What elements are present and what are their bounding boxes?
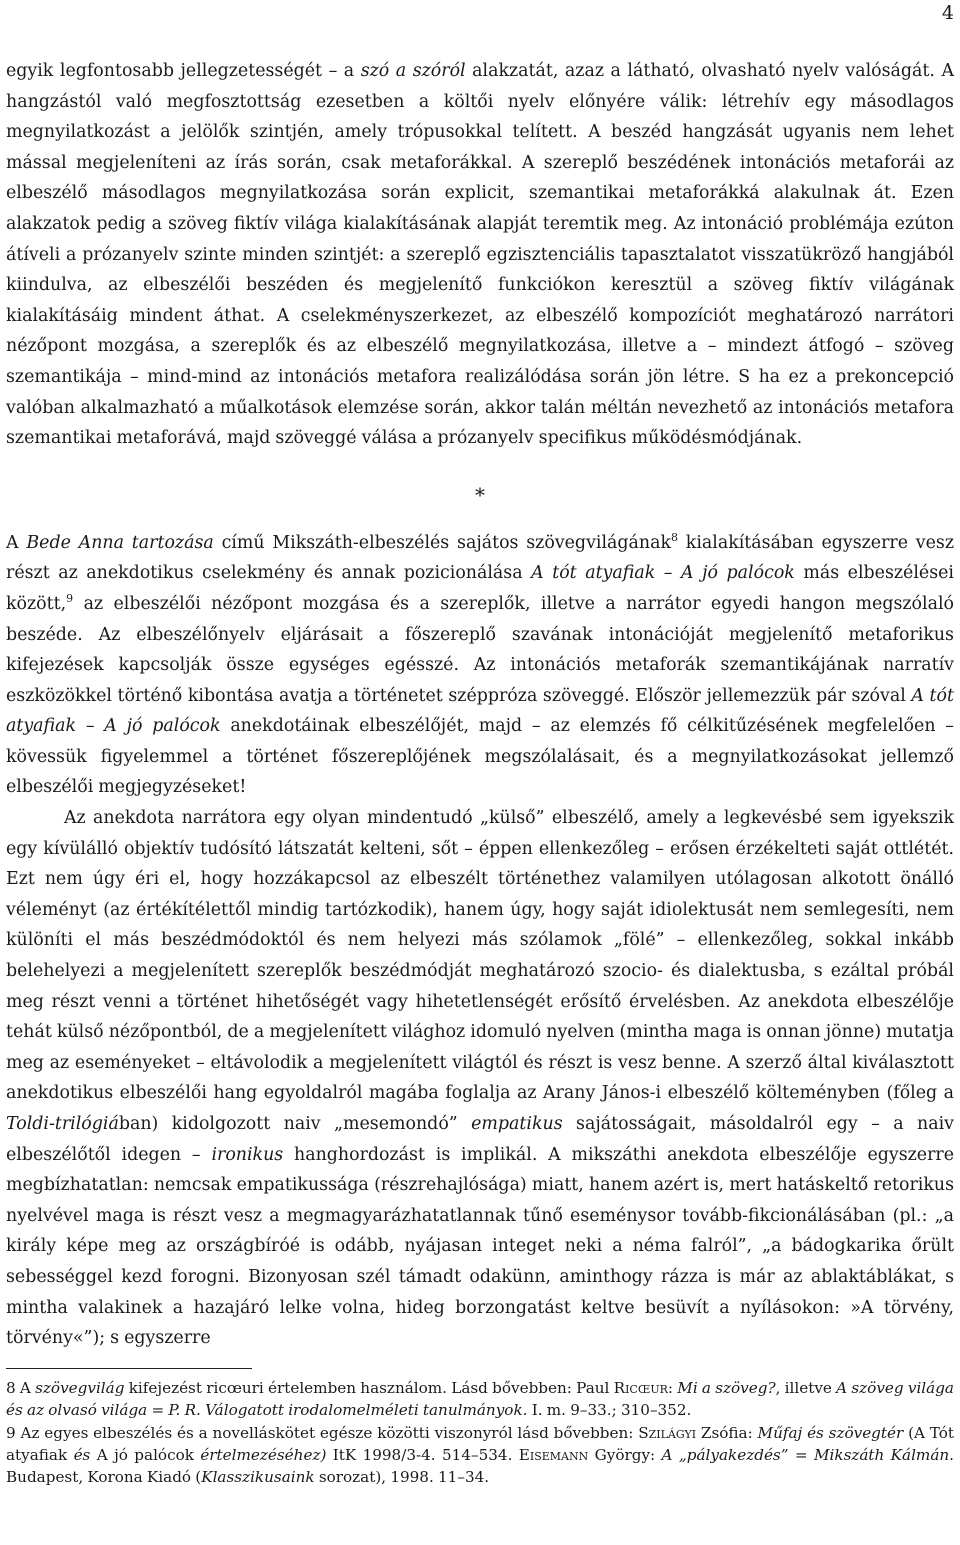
author-name: Eisemann: [518, 1445, 589, 1464]
text-run: György:: [588, 1445, 662, 1464]
text-run: A jó palócok: [90, 1445, 201, 1464]
italic-run: empatikus: [471, 1114, 563, 1134]
paragraph-narrator: [6, 803, 954, 1354]
text-run: kifejezést ricœuri értelemben használom. Lásd bővebben: Paul: [124, 1378, 614, 1397]
text-run: más elbeszélései között,: [6, 563, 954, 614]
italic-run: és: [73, 1445, 91, 1464]
paragraph-bede-anna: [6, 528, 954, 803]
text-run: –: [76, 716, 105, 737]
text-run: =: [147, 1401, 169, 1420]
text-run: az elbeszélői nézőpont mozgása és a szereplők, illetve a narrátor egyedi hangon megszólaló beszéde. Az elbeszélőnyelv eljárásait a főszereplő szavának intonációját megjelenítő metaforikus kifejezések kapcsolják össze egységes egésszé. Az intonációs metaforák szemantikájának narratív eszközökkel történő kibontása avatja a történetet széppróza szöveggé. Először jellemezzük pár szóval: [6, 593, 954, 706]
author-name: Szilágyi: [638, 1423, 697, 1442]
italic-run: A szöveg világa és az olvasó világa: [6, 1378, 954, 1420]
footnote-mark: 8: [6, 1378, 16, 1397]
text-run: I. m. 9–33.; 310–352.: [527, 1401, 692, 1420]
text-run: A: [15, 1378, 36, 1397]
footnote-ref-8[interactable]: 8: [671, 530, 678, 544]
italic-run: szövegvilág: [35, 1378, 125, 1397]
footnote-divider: [6, 1368, 252, 1369]
text-run: Az egyes elbeszélés és a novelláskötet egésze közötti viszonyról lásd bővebben:: [15, 1423, 639, 1442]
text-run: A: [6, 532, 27, 553]
text-run: :: [667, 1378, 678, 1397]
text-run: sorozat), 1998. 11–34.: [314, 1468, 490, 1487]
italic-run: Műfaj és szövegtér: [757, 1423, 904, 1442]
footnote-mark: 9: [6, 1423, 16, 1442]
footnote-9: [6, 1422, 954, 1489]
text-run: kialakításában egyszerre vesz részt az anekdotikus cselekmény és annak pozicionálása: [6, 532, 955, 584]
page-number: 4: [941, 2, 954, 24]
italic-run: Toldi-trilógiá: [6, 1114, 119, 1134]
footnote-ref-9[interactable]: 9: [66, 592, 74, 606]
italic-run: P. R. Válogatott irodalomelméleti tanulmányok.: [168, 1401, 528, 1420]
text-run: Budapest, Korona Kiadó (: [6, 1468, 202, 1487]
paragraph-intonation: [6, 56, 954, 454]
italic-run: A jó palócok: [681, 563, 795, 584]
italic-run: A jó palócok: [104, 716, 221, 737]
italic-run: A tót atyafiak: [531, 563, 656, 584]
text-run: Zsófia:: [696, 1423, 758, 1442]
text-run: –: [655, 563, 682, 584]
section-separator: *: [475, 482, 485, 507]
italic-run: A tót atyafiak: [6, 685, 954, 737]
italic-run: Klasszikusaink: [201, 1468, 315, 1487]
text-run: egyik legfontosabb jellegzetességét – a: [6, 61, 361, 81]
text-run: ban) kidolgozott naiv „mesemondó”: [118, 1114, 472, 1134]
text-run: alakzatát, azaz a látható, olvasható nyelv valóságát. A hangzástól való megfosztottság ezesetben a költői nyelv előnyére válik: létrehív egy másodlagos megnyilatkozást a jelölők szintjén, amely trópusokkal telített. A beszéd hangzását ugyanis nem lehet mással megjeleníteni az írás során, csak metaforákkal. A szereplő beszédének intonációs metaforái az elbeszélő másodlagos megnyilatkozása során explicit, szemantikai metaforákká alakulnak át. Ezen alakzatok pedig a szöveg fiktív világa kialakításának alapját teremtik meg. Az intonáció problémája ezúton átíveli a prózanyelv szinte minden szintjét: a szereplő egzisztenciális tapasztalatot visszatükröző hangjából kiindulva, az elbeszélői beszéden és megjelenítő funkciókon keresztül a szöveg fiktív világának kialakításáig mindent áthat. A cselekményszerkezet, az elbeszélő kompozíciót meghatározó narrátori nézőpont mozgása, a szereplők és az elbeszélő megnyilatkozása, illetve a – mindezt átfogó – szöveg szemantikája – mind-mind az intonációs metafora realizálódása során jön létre. S ha ez a prekoncepció valóban alkalmazható a műalkotások elemzése során, akkor talán méltán nevezhető az intonációs metafora szemantikai metaforává, majd szöveggé válása a prózanyelv specifikus működésmódjának.: [6, 61, 955, 449]
text-run: hanghordozást is implikál. A mikszáthi anekdota elbeszélője egyszerre megbízhatatlan: nemcsak empatikussága (részrehajlósága) miatt, hanem azért is, mert hatáskeltő retorikus nyelvével maga is részt vesz a megmagyarázhatatlannak tűnő eseménysor tovább-fikcionálásában (pl.: „a király képe meg az országbíróé is odább, nyájasan integet neki a néma falról”, „a bádogkarika őrült sebességgel kezd forogni. Bizonyosan szél támadt odakünn, aminthogy rázza is már az ablaktáblákat, s mintha valakinek a hazajáró lelke volna, hideg borzongatást keltve besüvít a nyílásokon: »A törvény, törvény«”); s egyszerre: [6, 1144, 954, 1349]
italic-run: ironikus: [211, 1144, 284, 1165]
text-run: (A Tót atyafiak: [6, 1423, 955, 1464]
text-run: anekdotáinak elbeszélőjét, majd – az elemzés fő célkitűzésének megfelelően – kövessük figyelemmel a történet főszereplőjének megszólalásait, és a megnyilatkozásokat jellemző elbeszélői megjegyzéseket!: [6, 716, 954, 798]
italic-run: értelmezéséhez): [200, 1445, 327, 1464]
author-name: Ricœur: [613, 1378, 668, 1397]
text-run: ItK 1998/3-4. 514–534.: [326, 1445, 519, 1464]
text-run: Az anekdota narrátora egy olyan mindentudó „külső” elbeszélő, amely a legkevésbé sem igyekszik egy kívülálló objektív tudósító látszatát kelteni, sőt – éppen ellenkezőleg – erősen érzékelteti saját ottlétét. Ezt nem úgy éri el, hogy hozzákapcsol az elbeszélt történethez valamilyen utólagosan alkotott önálló véleményt (az értékítélettől mindig tartózkodik), hanem úgy, hogy saját idiolektusát nem semlegesíti, nem különíti el más beszédmódoktól és nem helyezi más szólamok „fölé” – ellenkezőleg, sokkal inkább belehelyezi a megjelenített szereplők beszédmódját meghatározó szocio- és dialektusba, s ezáltal próbál meg részt venni a történet hihetőségét vagy hihetetlenségét erősítő érvelésben. Az anekdota elbeszélője tehát külső nézőpontból, de a megjelenített világhoz idomuló nyelven (mintha maga is onnan jönne) mutatja meg az eseményeket – eltávolodik a megjelenített világtól és részt is vesz benne. A szerző által kiválasztott anekdotikus elbeszélői hang egyoldalról magába foglalja az Arany János-i elbeszélő költeményben (főleg a: [6, 808, 954, 1104]
footnote-8: [6, 1377, 954, 1422]
text-run: , illetve: [775, 1378, 837, 1397]
italic-run: A „pályakezdés” = Mikszáth Kálmán.: [661, 1445, 955, 1464]
italic-run: szó a szóról: [360, 61, 466, 81]
italic-run: Bede Anna tartozása: [26, 532, 214, 553]
text-run: sajátosságait, másoldalról egy – a naiv elbeszélőtől idegen –: [6, 1114, 955, 1165]
italic-run: Mi a szöveg?: [677, 1378, 776, 1397]
text-run: című Mikszáth-elbeszélés sajátos szövegvilágának: [213, 532, 671, 553]
